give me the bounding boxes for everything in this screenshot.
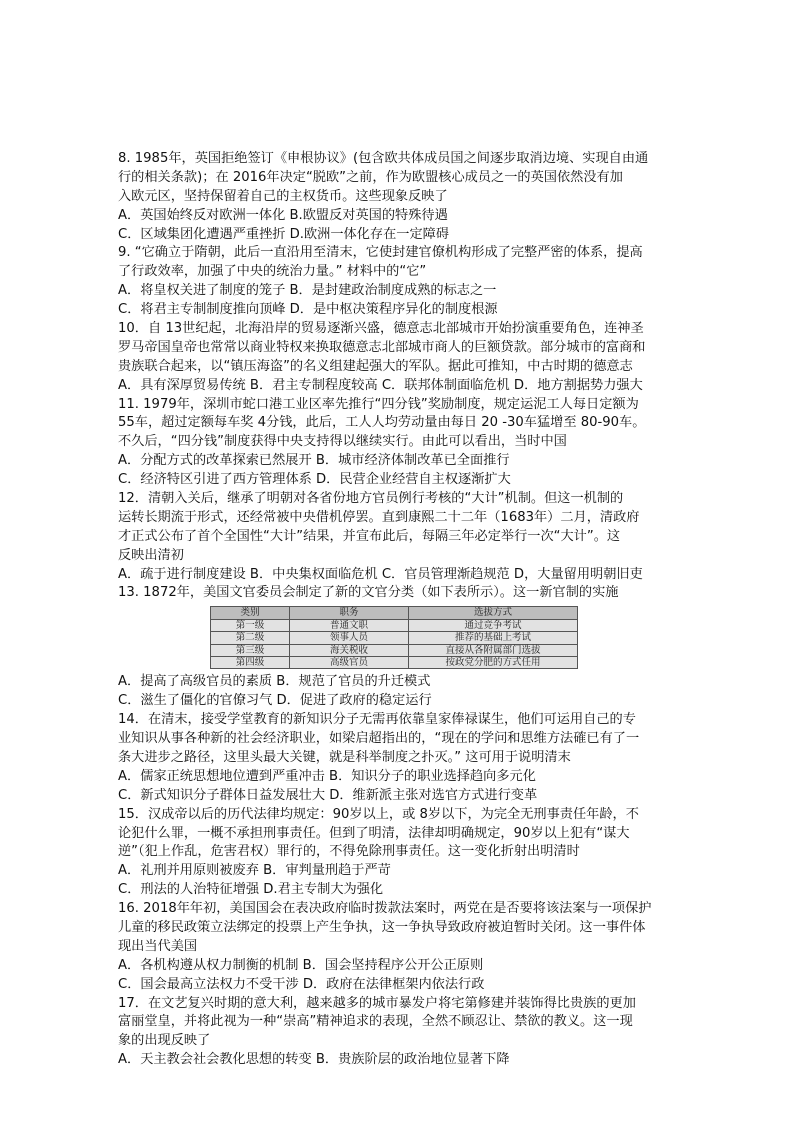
question-text: 贵族联合起来，以“镇压海盗”的名义组建起强大的军队。据此可推知，中古时期的德意志: [118, 358, 633, 374]
question-text: 论犯什么罪，一概不承担刑事责任。但到了明清，法律却明确规定，90岁以上犯有“谋大: [118, 825, 630, 841]
exam-page: [118, 150, 678, 1070]
answer-options: A．分配方式的改革探索已然展开 B．城市经济体制改革已全面推行: [118, 453, 510, 469]
table-cell: 领事人员: [290, 632, 409, 644]
question-text: 14．在清末，接受学堂教育的新知识分子无需再依靠皇家俸禄谋生，他们可运用自己的专: [118, 712, 636, 728]
answer-options: C．区域集团化遭遇严重挫折 D.欧洲一体化存在一定障碍: [118, 226, 450, 242]
column-header: 类别: [211, 607, 290, 619]
table-row: [211, 657, 578, 669]
answer-options: A．具有深厚贸易传统 B．君主专制程度较高 C．联邦体制面临危机 D．地方割据势力强大: [118, 377, 643, 393]
question-17: [118, 995, 678, 1071]
table-row: [211, 619, 578, 631]
question-text: 11. 1979年，深圳市蛇口港工业区率先推行“四分钱”奖励制度，规定运泥工人每日定额为: [118, 396, 639, 412]
answer-options: A．天主教会社会教化思想的转变 B．贵族阶层的政治地位显著下降: [118, 1052, 510, 1068]
table-row: [211, 644, 578, 656]
question-9: [118, 244, 678, 320]
answer-options: A．儒家正统思想地位遭到严重冲击 B．知识分子的职业选择趋向多元化: [118, 768, 536, 784]
question-text: 8. 1985年，英国拒绝签订《申根协议》(包含欧共体成员国之间逐步取消边境、实现自由通: [118, 151, 649, 166]
table-cell: 第二级: [211, 632, 290, 644]
column-header: 职务: [290, 607, 409, 619]
answer-options: C．经济特区引进了西方管理体系 D．民营企业经营自主权逐渐扩大: [118, 472, 511, 488]
question-14: [118, 711, 678, 805]
answer-options: C．将君主专制制度推向顶峰 D．是中枢决策程序异化的制度根源: [118, 302, 498, 318]
answer-options: A．英国始终反对欧洲一体化 B.欧盟反对英国的特殊待遇: [118, 207, 448, 223]
question-text: 逆”（犯上作乱，危害君权）罪行的，不得免除刑事责任。这一变化折射出明清时: [118, 844, 580, 860]
answer-options: A．各机构遵从权力制衡的机制 B．国会坚持程序公开公正原则: [118, 957, 484, 973]
answer-options: C．刑法的人治特征增强 D.君主专制大为强化: [118, 882, 384, 898]
question-text: 12．清朝入关后，继承了明朝对各省份地方官员例行考核的“大计”机制。但这一机制的: [118, 491, 624, 507]
question-text: 9. “它确立于隋朝，此后一直沿用至清末，它使封建官僚机构形成了完整严密的体系，提高: [118, 245, 643, 261]
answer-options: C．滋生了僵化的官僚习气 D．促进了政府的稳定运行: [118, 693, 432, 709]
question-13: [118, 584, 678, 711]
answer-options: C．国会最高立法权力不受干涉 D．政府在法律框架内依法行政: [118, 976, 485, 992]
question-12: [118, 490, 678, 584]
question-text: 运转长期流于形式，还经常被中央借机停罢。直到康熙二十二年（1683年）二月，清政府: [118, 509, 640, 525]
question-text: 55车，超过定额每车奖 4分钱，此后，工人人均劳动量由每日 20 -30车猛增至 80-90车。: [118, 415, 646, 431]
question-15: [118, 806, 678, 900]
question-text: 才正式公布了首个全国性“大计”结果，并宣布此后，每隔三年必定举行一次“大计”。这: [118, 528, 621, 544]
table-cell: 直接从各附属部门选拔: [409, 644, 578, 656]
question-text: 行的相关条款)；在 2016年决定“脱欧”之前，作为欧盟核心成员之一的英国依然没有加: [118, 169, 623, 185]
answer-options: A．礼刑并用原则被废弃 B．审判量刑趋于严苛: [118, 863, 391, 879]
table-header-row: [211, 607, 578, 619]
table-cell: 海关税收: [290, 644, 409, 656]
question-text: 现出当代美国: [118, 938, 198, 954]
question-text: 罗马帝国皇帝也常常以商业特权来换取德意志北部城市商人的巨额贷款。部分城市的富商和: [118, 339, 646, 355]
table-row: [211, 632, 578, 644]
question-text: 入欧元区，坚持保留着自己的主权货币。这些现象反映了: [118, 188, 448, 204]
table-cell: 第一级: [211, 619, 290, 631]
column-header: 选拔方式: [409, 607, 578, 619]
question-text: 13. 1872年，美国文官委员会制定了新的文官分类（如下表所示）。这一新官制的实施: [118, 585, 619, 601]
question-text: 10．自 13世纪起，北海沿岸的贸易逐渐兴盛，德意志北部城市开始扮演重要角色，连神圣: [118, 321, 644, 337]
table-cell: 推荐的基础上考试: [409, 632, 578, 644]
question-text: 17．在文艺复兴时期的意大利，越来越多的城市暴发户将宅第修建并装饰得比贵族的更加: [118, 995, 636, 1011]
table-cell: 第四级: [211, 657, 290, 669]
answer-options: A．疏于进行制度建设 B．中央集权面临危机 C．官员管理渐趋规范 D，大量留用明朝旧吏: [118, 566, 643, 582]
question-text: 象的出现反映了: [118, 1033, 211, 1049]
answer-options: A．提高了高级官员的素质 B．规范了官员的升迁模式: [118, 674, 431, 690]
question-text: 15．汉成帝以后的历代法律均规定：90岁以上，或 8岁以下，为完全无刑事责任年龄，不: [118, 806, 639, 822]
question-text: 了行政效率，加强了中央的统治力量。” 材料中的“它”: [118, 264, 427, 280]
question-text: 16. 2018年年初，美国国会在表决政府临时拨款法案时，两党在是否要将该法案与一项保护: [118, 901, 652, 917]
question-text: 不久后，“四分钱”制度获得中央支持得以继续实行。由此可以看出，当时中国: [118, 434, 567, 450]
table-cell: 第三级: [211, 644, 290, 656]
question-text: 业知识从事各种新的社会经济职业，如梁启超指出的，“现在的学问和思维方法確已有了一: [118, 731, 640, 747]
civil-service-table: [210, 606, 578, 669]
table-cell: 按政党分肥的方式任用: [409, 657, 578, 669]
question-8: [118, 150, 678, 244]
table-cell: 通过竞争考试: [409, 619, 578, 631]
question-11: [118, 396, 678, 490]
table-cell: 高级官员: [290, 657, 409, 669]
question-text: 富丽堂皇，并将此视为一种“崇高”精神追求的表现，全然不顾忍让、禁欲的教义。这一现: [118, 1014, 633, 1030]
question-text: 条大进步之路径，这里头最大关键，就是科举制度之扑灭。” 这可用于说明清末: [118, 749, 571, 765]
question-16: [118, 900, 678, 994]
question-10: [118, 320, 678, 396]
answer-options: A．将皇权关进了制度的笼子 B．是封建政治制度成熟的标志之一: [118, 283, 497, 299]
answer-options: C．新式知识分子群体日益发展壮大 D．维新派主张对选官方式进行变革: [118, 787, 538, 803]
table-cell: 普通文职: [290, 619, 409, 631]
question-text: 儿童的移民政策立法绑定的投票上产生争执，这一争执导致政府被迫暂时关闭。这一事件体: [118, 919, 646, 935]
question-text: 反映出清初: [118, 547, 184, 563]
